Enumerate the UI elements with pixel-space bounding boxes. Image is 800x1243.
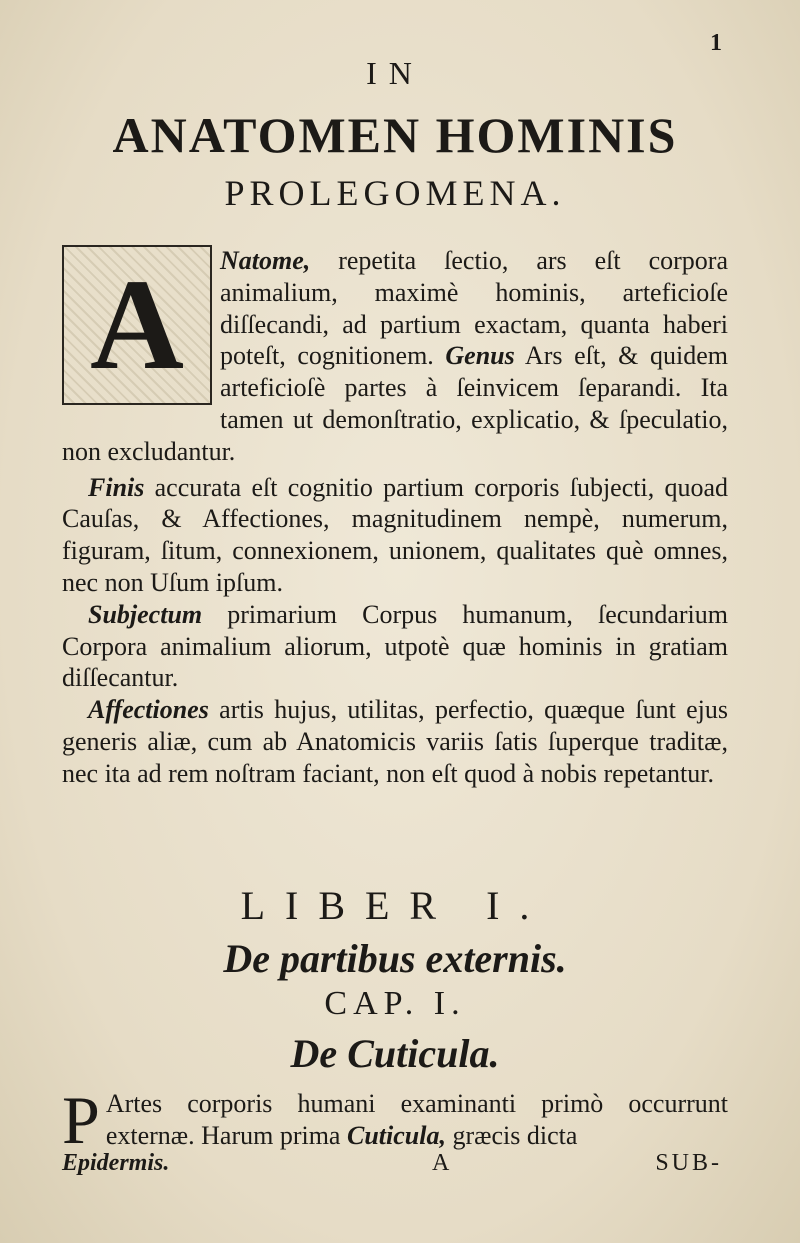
para6-text-a: Artes corporis humani examinanti primò occurrunt externæ. Harum prima xyxy=(105,1089,728,1150)
ornamental-initial-letter: A xyxy=(90,253,184,397)
para6-em: Cuticula, xyxy=(346,1120,446,1150)
liber-subtitle: De partibus externis. xyxy=(223,936,567,981)
liber-heading: LIBER I. xyxy=(240,883,550,928)
page-number: 1 xyxy=(710,30,722,56)
ornamental-initial xyxy=(62,245,212,405)
chapter-body xyxy=(62,1082,728,1158)
footer-signature: Epidermis. xyxy=(62,1150,170,1176)
chapter-initial: P xyxy=(62,1082,100,1158)
chapter-heading: CAP. I. xyxy=(324,985,466,1022)
title-line-3: PROLEGOMENA. xyxy=(224,173,566,213)
para3-lead: Finis xyxy=(88,472,145,502)
para2-lead: Genus xyxy=(445,341,515,371)
chapter-subtitle: De Cuticula. xyxy=(290,1031,500,1076)
para4-lead: Subjectum xyxy=(88,599,203,629)
para1-lead: Natome, xyxy=(220,246,311,275)
para2-text: Ars eſt, & quidem arteficioſè partes à ſeinvicem ſeparandi. Ita tamen ut demonſtratio, explicatio, & ſpeculatio, non excludantur. xyxy=(62,341,728,466)
para6-text-b: græcis dicta xyxy=(445,1120,578,1150)
para3-text: accurata eſt cognitio partium corporis ſubjecti, quoad Cauſas, & Affectiones, magnitudinem nempè, numerum, figuram, ſitum, connexionem, unionem, qualitates què omnes, nec non Uſum ipſum. xyxy=(62,472,728,597)
signature-mark: A xyxy=(432,1150,450,1176)
catchword: SUB- xyxy=(655,1150,722,1176)
para4 xyxy=(62,599,728,694)
para5-text: artis hujus, utilitas, perfectio, quæque ſunt ejus generis aliæ, cum ab Anatomicis variis ſatis ſuperque traditæ, nec ita ad rem noſtram faciant, non eſt quod à nobis repetantur. xyxy=(62,695,728,788)
prolegomena-body xyxy=(62,245,728,790)
title-line-1: IN xyxy=(366,55,424,91)
para3 xyxy=(62,472,728,599)
para5 xyxy=(62,694,728,789)
title-line-2: ANATOMEN HOMINIS xyxy=(112,107,678,163)
para5-lead: Affectiones xyxy=(88,695,209,725)
para1-text: repetita ſectio, ars eſt corpora animalium, maximè hominis, arteficioſe diſſecandi, ad partium exactam, quanta haberi poteſt, cognitionem. xyxy=(220,246,728,371)
para4-text: primarium Corpus humanum, ſecundarium Corpora animalium aliorum, utpotè quæ hominis in gratiam diſſecantur. xyxy=(62,599,728,693)
